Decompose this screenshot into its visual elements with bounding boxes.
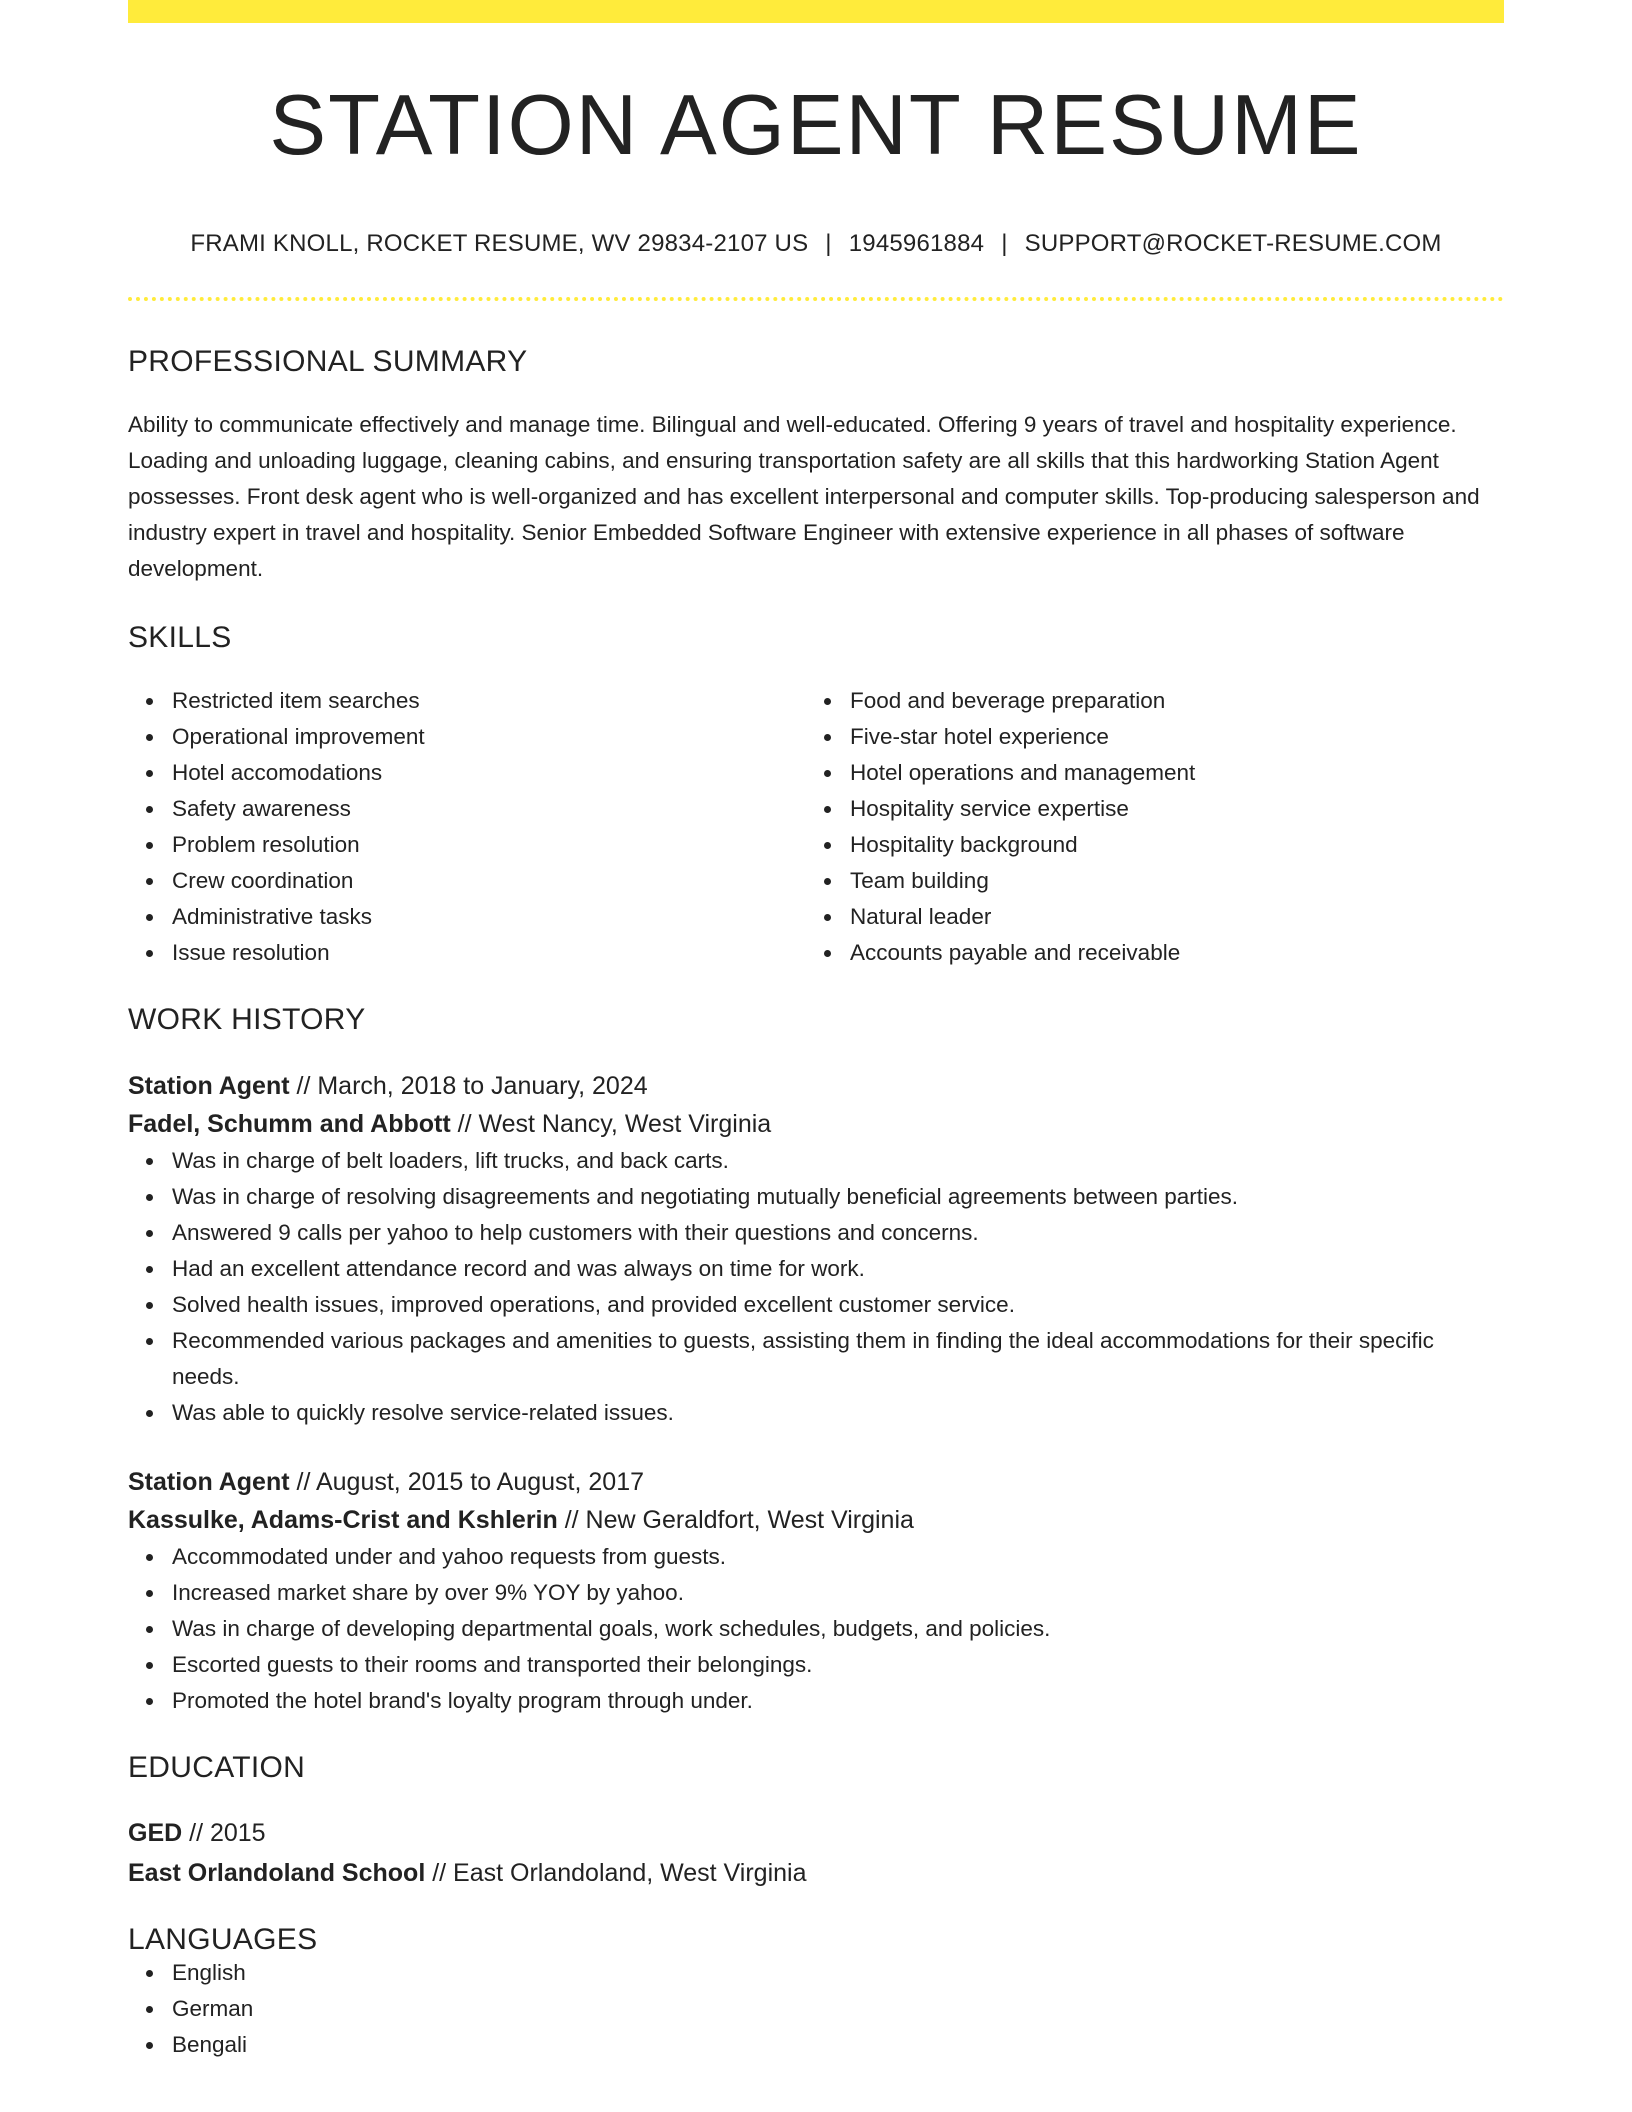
work-history-heading: WORK HISTORY xyxy=(128,1003,366,1036)
skill-item: Hospitality service expertise xyxy=(850,791,1484,827)
skills-column-left xyxy=(128,683,806,971)
skills-list-right xyxy=(806,683,1484,971)
education-school: East Orlandoland School xyxy=(128,1859,426,1887)
skill-item: Natural leader xyxy=(850,899,1484,935)
skills-grid xyxy=(128,683,1504,971)
language-item: English xyxy=(172,1955,1504,1991)
job-dates: // August, 2015 to August, 2017 xyxy=(289,1468,645,1496)
job-title: Station Agent xyxy=(128,1072,290,1100)
job-duty: Accommodated under and yahoo requests from guests. xyxy=(172,1539,1504,1575)
job-duty: Escorted guests to their rooms and transported their belongings. xyxy=(172,1647,1504,1683)
resume-title: STATION AGENT RESUME xyxy=(269,78,1363,173)
skill-item: Problem resolution xyxy=(172,827,806,863)
job-duty: Solved health issues, improved operations, and provided excellent customer service. xyxy=(172,1287,1504,1323)
skill-item: Hospitality background xyxy=(850,827,1484,863)
skill-item: Accounts payable and receivable xyxy=(850,935,1484,971)
job-dates: // March, 2018 to January, 2024 xyxy=(289,1072,648,1100)
skills-heading: SKILLS xyxy=(128,621,232,654)
language-item: Bengali xyxy=(172,2027,1504,2063)
skill-item: Operational improvement xyxy=(172,719,806,755)
skill-item: Crew coordination xyxy=(172,863,806,899)
contact-address: FRAMI KNOLL, ROCKET RESUME, WV 29834-2107 US xyxy=(190,230,809,257)
skill-item: Five-star hotel experience xyxy=(850,719,1484,755)
education-heading: EDUCATION xyxy=(128,1751,306,1784)
job-title-line xyxy=(128,1463,1504,1501)
summary-heading: PROFESSIONAL SUMMARY xyxy=(128,345,528,378)
education-year: // 2015 xyxy=(182,1819,266,1847)
languages-heading: LANGUAGES xyxy=(128,1923,318,1956)
skills-list-left xyxy=(128,683,806,971)
job-entry xyxy=(128,1463,1504,1719)
skill-item: Administrative tasks xyxy=(172,899,806,935)
job-duty: Was in charge of belt loaders, lift trucks, and back carts. xyxy=(172,1143,1504,1179)
job-company: Kassulke, Adams-Crist and Kshlerin xyxy=(128,1506,558,1534)
job-title-line xyxy=(128,1067,1504,1105)
job-title: Station Agent xyxy=(128,1468,290,1496)
education-location: // East Orlandoland, West Virginia xyxy=(425,1859,807,1887)
job-duties-list xyxy=(128,1143,1504,1431)
job-company-line xyxy=(128,1105,1504,1143)
dotted-divider xyxy=(128,297,1504,301)
skills-column-right xyxy=(806,683,1484,971)
job-duties-list xyxy=(128,1539,1504,1719)
skill-item: Restricted item searches xyxy=(172,683,806,719)
education-school-line xyxy=(128,1853,1504,1893)
summary-text: Ability to communicate effectively and manage time. Bilingual and well-educated. Offering 9 years of travel and hospitality experience. Loading and unloading luggage, cleaning cabins, and ensuring transportation safety are all skills that this hardworking Station Agent possesses. Front desk agent who is well-organized and has excellent interpersonal and computer skills. Top-producing salesperson and industry expert in travel and hospitality. Senior Embedded Software Engineer with extensive experience in all phases of software development. xyxy=(128,412,1480,581)
contact-line xyxy=(128,232,1504,256)
skill-item: Hotel operations and management xyxy=(850,755,1484,791)
skill-item: Food and beverage preparation xyxy=(850,683,1484,719)
job-duty: Was in charge of developing departmental goals, work schedules, budgets, and policies. xyxy=(172,1611,1504,1647)
languages-list xyxy=(128,1955,1504,2063)
language-item: German xyxy=(172,1991,1504,2027)
job-duty: Increased market share by over 9% YOY by yahoo. xyxy=(172,1575,1504,1611)
job-duty: Answered 9 calls per yahoo to help customers with their questions and concerns. xyxy=(172,1215,1504,1251)
resume-page xyxy=(128,0,1504,2063)
skill-item: Issue resolution xyxy=(172,935,806,971)
skill-item: Hotel accomodations xyxy=(172,755,806,791)
contact-separator: | xyxy=(1001,230,1008,257)
contact-separator: | xyxy=(825,230,832,257)
skill-item: Safety awareness xyxy=(172,791,806,827)
job-duty: Promoted the hotel brand's loyalty program through under. xyxy=(172,1683,1504,1719)
contact-email: SUPPORT@ROCKET-RESUME.COM xyxy=(1024,230,1442,257)
job-company-line xyxy=(128,1501,1504,1539)
job-location: // New Geraldfort, West Virginia xyxy=(557,1506,914,1534)
accent-bar xyxy=(128,0,1504,23)
job-location: // West Nancy, West Virginia xyxy=(450,1110,772,1138)
job-entry xyxy=(128,1067,1504,1431)
education-degree-line xyxy=(128,1813,1504,1853)
job-duty: Was able to quickly resolve service-related issues. xyxy=(172,1395,1504,1431)
education-degree: GED xyxy=(128,1819,183,1847)
job-duty: Recommended various packages and amenities to guests, assisting them in finding the ideal accommodations for their specific needs. xyxy=(172,1323,1504,1395)
job-duty: Had an excellent attendance record and was always on time for work. xyxy=(172,1251,1504,1287)
job-company: Fadel, Schumm and Abbott xyxy=(128,1110,451,1138)
skill-item: Team building xyxy=(850,863,1484,899)
contact-phone: 1945961884 xyxy=(848,230,985,257)
job-duty: Was in charge of resolving disagreements and negotiating mutually beneficial agreements between parties. xyxy=(172,1179,1504,1215)
